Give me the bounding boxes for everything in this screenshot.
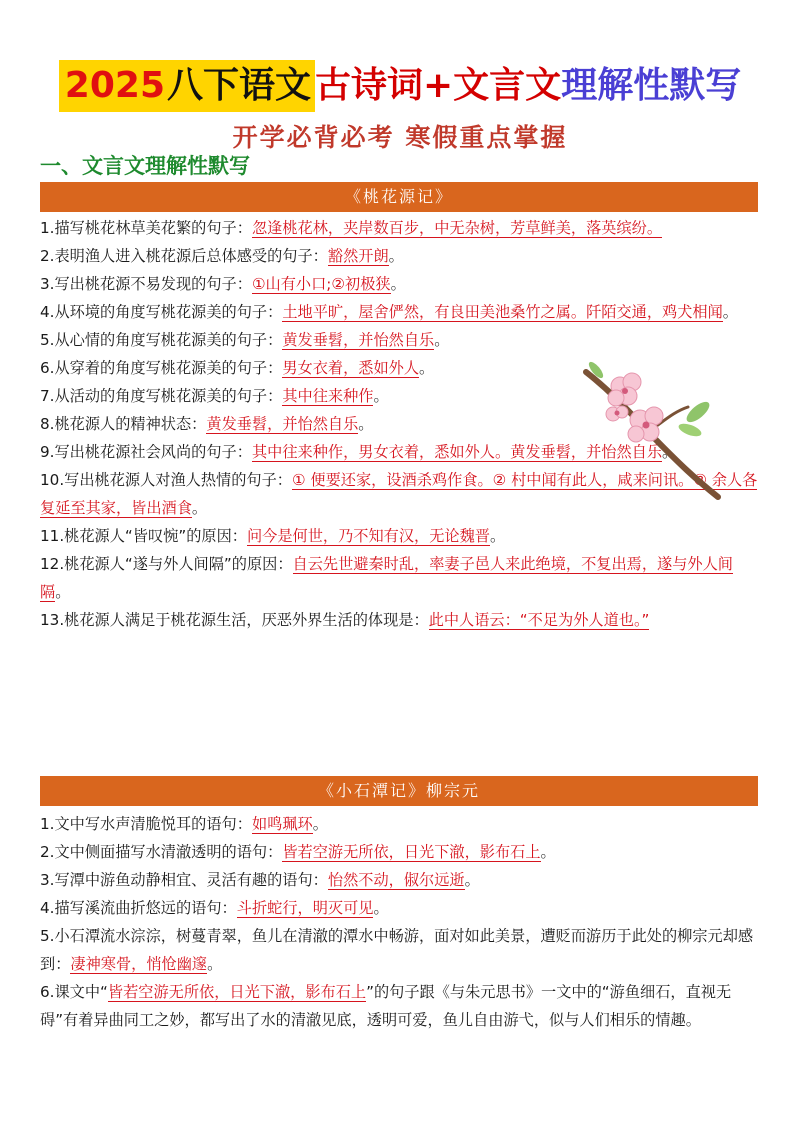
- item-list-xiaoshitan: [40, 810, 762, 1034]
- title-grade-subject: 八下语文: [167, 60, 315, 112]
- answer-text: ①山有小口;②初极狭: [251, 275, 391, 293]
- list-item: 1.描写桃花林草美花繁的句子：忽逢桃花林，夹岸数百步，中无杂树，芳草鲜美，落英缤纷。: [40, 219, 662, 237]
- answer-text: ① 便要还家，设酒杀鸡作食。② 村中闻有此人，咸来问讯。③ 余人各复延至其家，皆出酒食: [40, 471, 758, 517]
- answer-text: 其中往来种作: [282, 387, 374, 405]
- section-bar-xiaoshitan: 《小石潭记》柳宗元: [40, 776, 758, 806]
- list-item: 6.课文中“皆若空游无所依，日光下澈，影布石上”的句子跟《与朱元思书》一文中的“游鱼细石，直视无碍”有着异曲同工之妙，都写出了水的清澈见底，透明可爱，鱼儿自由游弋，似与人们相乐的情趣。: [40, 983, 732, 1029]
- answer-text: 自云先世避秦时乱，率妻子邑人来此绝境，不复出焉，遂与外人间隔: [40, 555, 733, 601]
- list-item: 11.桃花源人“皆叹惋”的原因：问今是何世，乃不知有汉，无论魏晋。: [40, 527, 506, 545]
- list-item: 4.描写溪流曲折悠远的语句：斗折蛇行，明灭可见。: [40, 899, 389, 917]
- answer-text: 问今是何世，乃不知有汉，无论魏晋: [246, 527, 490, 545]
- list-item: 5.小石潭流水淙淙，树蔓青翠，鱼儿在清澈的潭水中畅游，面对如此美景，遭贬而游历于此处的柳宗元却感到：凄神寒骨，悄怆幽邃。: [40, 927, 754, 973]
- answer-text: 黄发垂髫，并怡然自乐: [282, 331, 435, 349]
- section-bar-taohuayuan: 《桃花源记》: [40, 182, 758, 212]
- list-item: 12.桃花源人“遂与外人间隔”的原因：自云先世避秦时乱，率妻子邑人来此绝境，不复出焉，遂与外人间隔。: [40, 555, 733, 601]
- answer-text: 此中人语云：“不足为外人道也。”: [428, 611, 650, 629]
- list-item: 2.表明渔人进入桃花源后总体感受的句子：豁然开朗。: [40, 247, 404, 265]
- answer-text: 如鸣珮环: [251, 815, 313, 833]
- answer-text: 忽逢桃花林，夹岸数百步，中无杂树，芳草鲜美，落英缤纷。: [251, 219, 662, 237]
- answer-text: 斗折蛇行，明灭可见: [236, 899, 374, 917]
- list-item: 5.从心情的角度写桃花源美的句子：黄发垂髫，并怡然自乐。: [40, 331, 450, 349]
- page-title: [52, 58, 748, 114]
- list-item: 9.写出桃花源社会风尚的句子：其中往来种作，男女衣着，悉如外人。黄发垂髫，并怡然自乐。: [40, 443, 678, 461]
- answer-text: 凄神寒骨，悄怆幽邃: [70, 955, 208, 973]
- answer-text: 其中往来种作，男女衣着，悉如外人。黄发垂髫，并怡然自乐: [251, 443, 662, 461]
- title-type: 理解性默写: [561, 65, 742, 106]
- title-topic: 古诗词+文言文: [315, 65, 562, 106]
- list-item: 7.从活动的角度写桃花源美的句子：其中往来种作。: [40, 387, 389, 405]
- list-item: 1.文中写水声清脆悦耳的语句：如鸣珮环。: [40, 815, 328, 833]
- answer-text: 男女衣着，悉如外人: [282, 359, 419, 377]
- list-item: 3.写出桃花源不易发现的句子：①山有小口;②初极狭。: [40, 275, 406, 293]
- answer-text: 豁然开朗: [327, 247, 389, 265]
- answer-text: 黄发垂髫，并怡然自乐: [206, 415, 359, 433]
- list-item: 4.从环境的角度写桃花源美的句子：土地平旷，屋舍俨然，有良田美池桑竹之属。阡陌交通，鸡犬相闻。: [40, 303, 738, 321]
- answer-text: 皆若空游无所依，日光下澈，影布石上: [282, 843, 541, 861]
- section-heading: 一、文言文理解性默写: [40, 154, 250, 178]
- list-item: 10.写出桃花源人对渔人热情的句子：① 便要还家，设酒杀鸡作食。② 村中闻有此人，咸来问讯。③ 余人各复延至其家，皆出酒食。: [40, 471, 758, 517]
- list-item: 13.桃花源人满足于桃花源生活，厌恶外界生活的体现是：此中人语云：“不足为外人道也。”: [40, 611, 650, 629]
- list-item: 6.从穿着的角度写桃花源美的句子：男女衣着，悉如外人。: [40, 359, 435, 377]
- answer-text: 怡然不动，俶尔远逝: [327, 871, 465, 889]
- list-item: 3.写潭中游鱼动静相宜、灵活有趣的语句：怡然不动，俶尔远逝。: [40, 871, 480, 889]
- subtitle: 开学必背必考 寒假重点掌握: [232, 123, 568, 152]
- title-year: 2025: [59, 60, 167, 112]
- list-item: 8.桃花源人的精神状态：黄发垂髫，并怡然自乐。: [40, 415, 374, 433]
- answer-text: 皆若空游无所依，日光下澈，影布石上: [107, 983, 367, 1001]
- list-item: 2.文中侧面描写水清澈透明的语句：皆若空游无所依，日光下澈，影布石上。: [40, 843, 556, 861]
- answer-text: 土地平旷，屋舍俨然，有良田美池桑竹之属。阡陌交通，鸡犬相闻: [282, 303, 723, 321]
- peach-blossom-branch-icon: [578, 352, 728, 502]
